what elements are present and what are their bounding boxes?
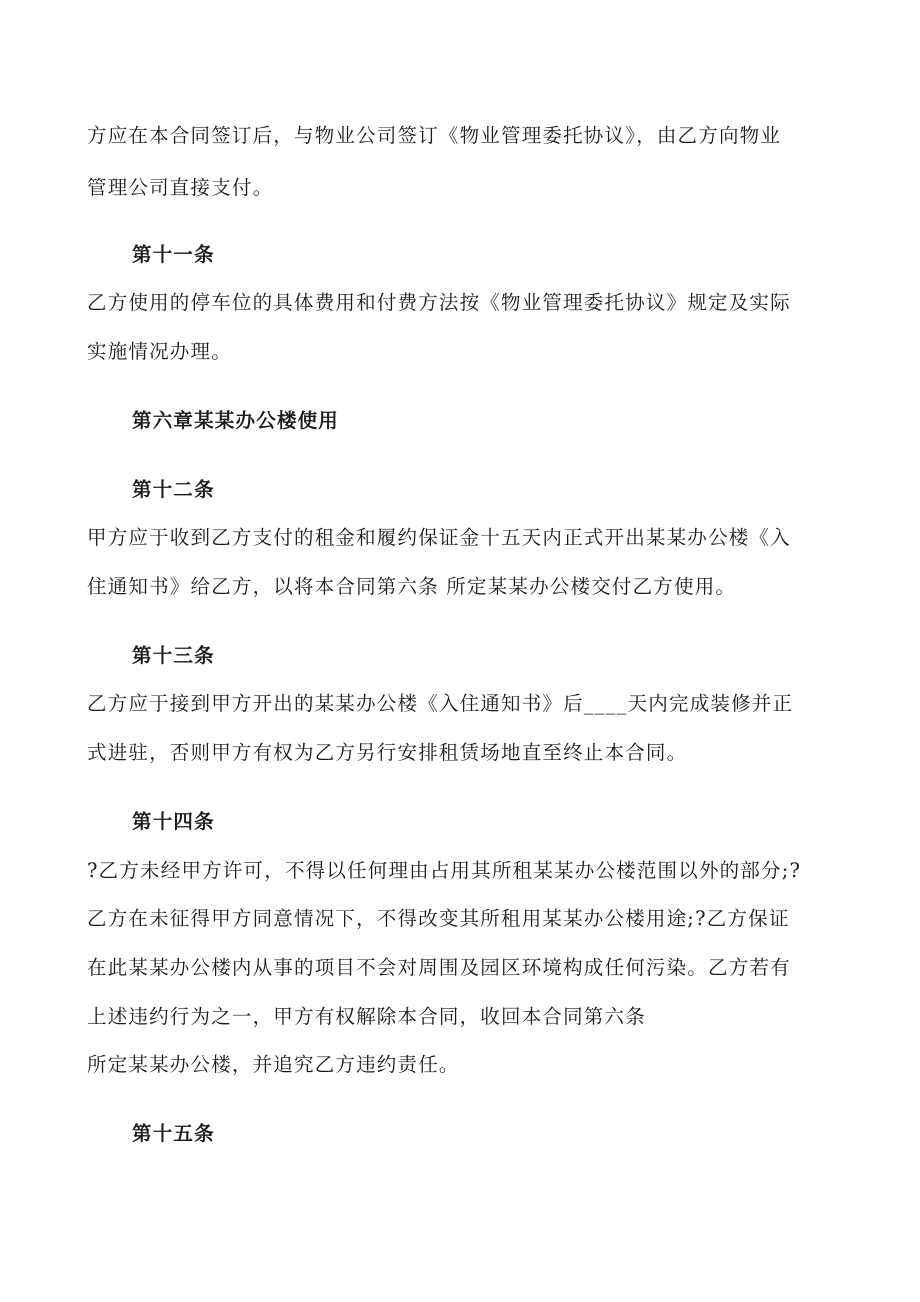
article-12-line-2: 住通知书》给乙方，以将本合同第六条 所定某某办公楼交付乙方使用。 — [87, 575, 737, 598]
article-14-line-1: ?乙方未经甲方许可，不得以任何理由占用其所租某某办公楼范围以外的部分;? — [87, 859, 802, 882]
article-14-line-2: 乙方在未征得甲方同意情况下，不得改变其所租用某某办公楼用途;?乙方保证 — [87, 907, 790, 930]
chapter-6-title: 第六章某某办公楼使用 — [132, 409, 340, 432]
article-11-title: 第十一条 — [132, 243, 215, 266]
article-12-line-1: 甲方应于收到乙方支付的租金和履约保证金十五天内正式开出某某办公楼《入 — [87, 526, 791, 549]
article-14-line-4: 上述违约行为之一，甲方有权解除本合同，收回本合同第六条 — [87, 1005, 646, 1028]
article-13-line-1: 乙方应于接到甲方开出的某某办公楼《入住通知书》后____天内完成装修并正 — [87, 692, 794, 715]
article-11-line-2: 实施情况办理。 — [87, 340, 232, 363]
article-13-title: 第十三条 — [132, 644, 215, 667]
article-12-title: 第十二条 — [132, 478, 215, 501]
article-15-title: 第十五条 — [132, 1122, 215, 1145]
article-13-line-2: 式进驻，否则甲方有权为乙方另行安排租赁场地直至终止本合同。 — [87, 741, 688, 764]
intro-line-1: 方应在本合同签订后，与物业公司签订《物业管理委托协议》，由乙方向物业 — [87, 124, 782, 147]
article-11-line-1: 乙方使用的停车位的具体费用和付费方法按《物业管理委托协议》规定及实际 — [87, 291, 791, 314]
article-14-line-5: 所定某某办公楼，并追究乙方违约责任。 — [87, 1053, 460, 1076]
article-14-title: 第十四条 — [132, 810, 215, 833]
intro-line-2: 管理公司直接支付。 — [87, 176, 274, 199]
article-14-line-3: 在此某某办公楼内从事的项目不会对周围及园区环境构成任何污染。乙方若有 — [87, 956, 791, 979]
